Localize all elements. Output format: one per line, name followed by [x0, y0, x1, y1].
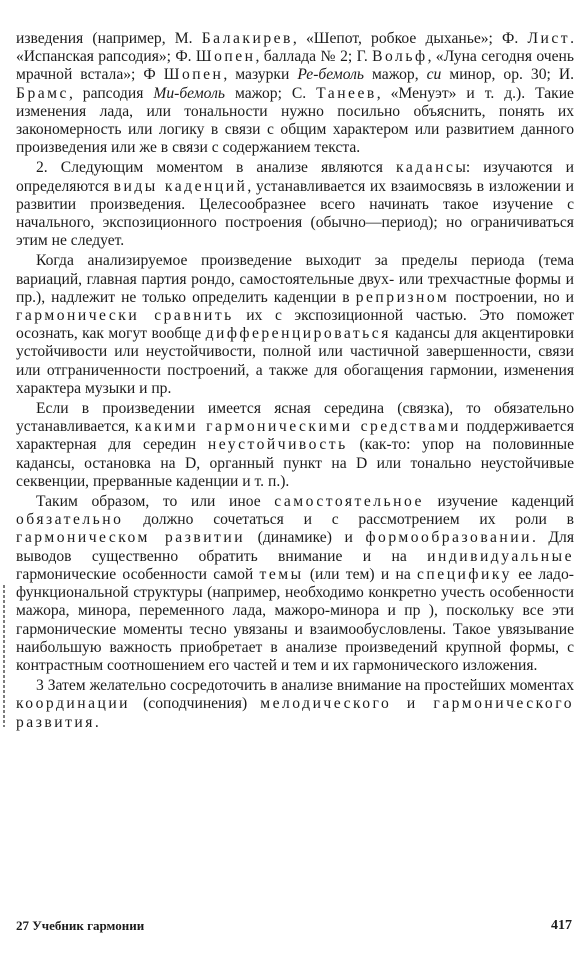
text-run: . «Испанская рапсодия»; Ф. [16, 30, 574, 66]
spaced-emphasis-text: каданс [396, 159, 456, 177]
spaced-emphasis-text: какими гармоническими средствами [134, 418, 461, 436]
spaced-emphasis-text: гармоническом развитии [16, 529, 246, 547]
paragraph [16, 30, 574, 157]
text-run: , «Шепот, робкое дыханье»; Ф. [292, 30, 528, 47]
spaced-emphasis-text: индивидуальные [427, 547, 574, 565]
spaced-emphasis-text: Шопен [163, 66, 224, 84]
book-page [16, 30, 574, 970]
footer-signature: 27 Учебник гармонии [16, 918, 145, 933]
text-run: мажор, [364, 66, 427, 84]
margin-pencil-mark [3, 585, 5, 727]
spaced-emphasis-text: репризном [355, 288, 450, 306]
page-text-body [16, 30, 574, 732]
paragraph [16, 159, 574, 250]
paragraph [16, 493, 574, 675]
page-footer [16, 918, 572, 938]
text-run: Когда анализируемое произведение выходит за пределы периода (тема вариаций, главная партия рондо, самостоятельные двух- или трехчастные формы и пр.), надлежит не только определить каденции в [16, 252, 574, 306]
text-run: поддерживается характерная для середин [16, 418, 574, 454]
italic-text: си [426, 66, 442, 84]
text-run: (соподчинения) [130, 695, 261, 713]
spaced-emphasis-text: Брамс [16, 84, 69, 102]
text-run: . Для выводов существенно обратить внимание и на [16, 529, 575, 565]
text-run: гармонические особенности самой [16, 565, 260, 583]
text-run: изучение каденций [423, 493, 574, 511]
spaced-emphasis-text: специфику [417, 565, 512, 583]
text-run: , «Менуэт» и т. д.). Такие изменения лада, или тональности нужно посильно объяснить, понять их закономерность или логику в связи с общим характером или развитием данного произведения или же в связи с содержанием текста. [16, 84, 574, 157]
text-run: . [94, 713, 99, 731]
text-run: , устанавливается их взаимосвязь в изложении и развитии произведения. Целесообразнее всего начинать такое изучение с начального, экспозиционного построения (обычно—период); но ограничиваться этим не следует. [16, 177, 574, 250]
spaced-emphasis-text: координации [16, 695, 131, 713]
text-run: , мазурки [223, 66, 298, 84]
text-run: Таким образом, то или иное [36, 493, 275, 511]
text-run: ы: изучаются и определяются [16, 159, 574, 195]
spaced-emphasis-text: формообразовании [365, 529, 532, 547]
paragraph [16, 400, 574, 491]
text-run: изведения (например, М. [16, 30, 202, 47]
spaced-emphasis-text: темы [259, 565, 304, 583]
spaced-emphasis-text: мелодического и гармонического развития [16, 695, 574, 731]
text-run: 3 Затем желательно сосредоточить в анализе внимание на простейших моментах [36, 677, 574, 695]
text-run: (динамике) и [245, 529, 366, 547]
text-run: должно сочетаться и с рассмотрением их роли в [123, 511, 574, 529]
italic-text: Ре-бемоль [297, 66, 365, 84]
spaced-emphasis-text: неустойчивость [207, 436, 348, 454]
italic-text: Ми-бемоль [153, 84, 225, 102]
page-number: 417 [551, 918, 572, 933]
spaced-emphasis-text: Лист [527, 30, 571, 47]
text-run: их с экспозиционной частью. Это поможет осознать, как могут вообще [16, 307, 574, 343]
text-run: кадансы для акцентировки устойчивости или неустойчивости, полной или частичной завершенности, связи или отграниченности построений, а также для обогащения гармонии, изменения характера музыки и пр. [16, 325, 574, 397]
text-run: мажор; С. [224, 84, 317, 102]
text-run: , рапсодия [68, 84, 154, 102]
spaced-emphasis-text: обязательно [16, 511, 124, 529]
text-run: 2. Следующим моментом в анализе являются [36, 159, 396, 177]
text-run: , «Луна сегодня очень мрачной встала»; Ф [16, 48, 574, 84]
text-run: ее ладо-функциональной структуры (например, необходимо конкретно учесть особенности мажора, минора, переменного лада, мажоро-минора и пр ), поскольку все эти гармонические моменты тесно увязаны и взаимообусловлены. Такое увязывание наибольшую важность приобретает в анализе произведений крупной формы, с контрастным соотношением его частей и тем и их гармонического изложения. [16, 565, 574, 674]
spaced-emphasis-text: самостоятельное [274, 493, 424, 511]
spaced-emphasis-text: Шопен [195, 48, 256, 66]
text-run: , баллада № 2; Г. [255, 48, 373, 66]
text-run: (как-то: упор на половинные кадансы, остановка на D, органный пункт на D или тонально неустойчивые секвенции, прерванные каденции и т. п.). [16, 436, 574, 490]
text-run: (или тем) и на [303, 565, 418, 583]
paragraph [16, 252, 574, 398]
text-run: Если в произведении имеется ясная середина (связка), то обязательно устанавливается, [16, 400, 574, 436]
spaced-emphasis-text: гармонически сравнить [16, 307, 234, 325]
spaced-emphasis-text: Вольф [372, 48, 428, 66]
text-run: минор, ор. 30; И. [441, 66, 574, 84]
spaced-emphasis-text: Танеев [316, 84, 377, 102]
spaced-emphasis-text: виды каденций [113, 177, 248, 195]
paragraph [16, 677, 574, 732]
spaced-emphasis-text: Балакирев [201, 30, 293, 47]
spaced-emphasis-text: дифференцироваться [205, 325, 391, 343]
text-run: построении, но и [449, 288, 575, 306]
